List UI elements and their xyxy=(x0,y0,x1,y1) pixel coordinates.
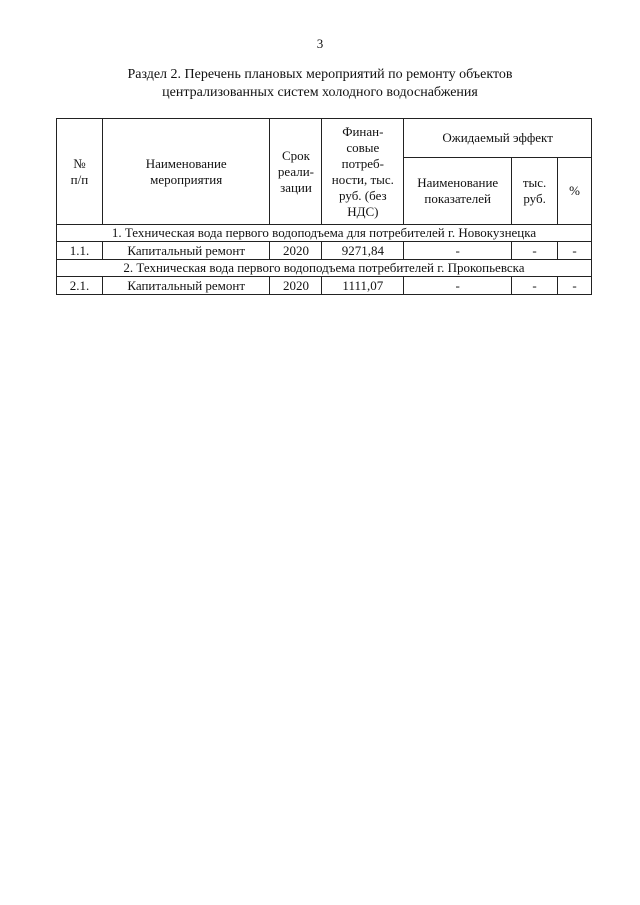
page-number: 3 xyxy=(316,36,324,51)
header-name: Наименование мероприятия xyxy=(102,119,270,225)
row-finance: 9271,84 xyxy=(322,242,404,260)
header-term: Срок реали- зации xyxy=(270,119,322,225)
header-num: № п/п xyxy=(57,119,103,225)
row-thousand-rub: - xyxy=(512,277,558,295)
section-title-1: 1. Техническая вода первого водоподъема для потребителей г. Новокузнецка xyxy=(57,225,592,242)
header-expected-effect: Ожидаемый эффект xyxy=(404,119,592,158)
row-num: 1.1. xyxy=(57,242,103,260)
row-percent: - xyxy=(558,242,592,260)
row-name: Капитальный ремонт xyxy=(102,242,270,260)
row-indicator: - xyxy=(404,242,512,260)
heading-line-2: централизованных систем холодного водоснабжения xyxy=(162,85,478,100)
row-finance: 1111,07 xyxy=(322,277,404,295)
row-percent: - xyxy=(558,277,592,295)
plan-table xyxy=(56,118,592,295)
row-indicator: - xyxy=(404,277,512,295)
header-finance: Финан- совые потреб- ности, тыс. руб. (без НДС) xyxy=(322,119,404,225)
row-term: 2020 xyxy=(270,242,322,260)
header-percent: % xyxy=(558,158,592,225)
table-row xyxy=(57,242,592,260)
heading-line-1: Раздел 2. Перечень плановых мероприятий по ремонту объектов xyxy=(127,67,513,82)
section-heading xyxy=(80,66,560,102)
row-name: Капитальный ремонт xyxy=(102,277,270,295)
table-row xyxy=(57,277,592,295)
row-num: 2.1. xyxy=(57,277,103,295)
row-term: 2020 xyxy=(270,277,322,295)
section-title-2: 2. Техническая вода первого водоподъема потребителей г. Прокопьевска xyxy=(57,260,592,277)
header-thousand-rub: тыс. руб. xyxy=(512,158,558,225)
header-indicator: Наименование показателей xyxy=(404,158,512,225)
row-thousand-rub: - xyxy=(512,242,558,260)
